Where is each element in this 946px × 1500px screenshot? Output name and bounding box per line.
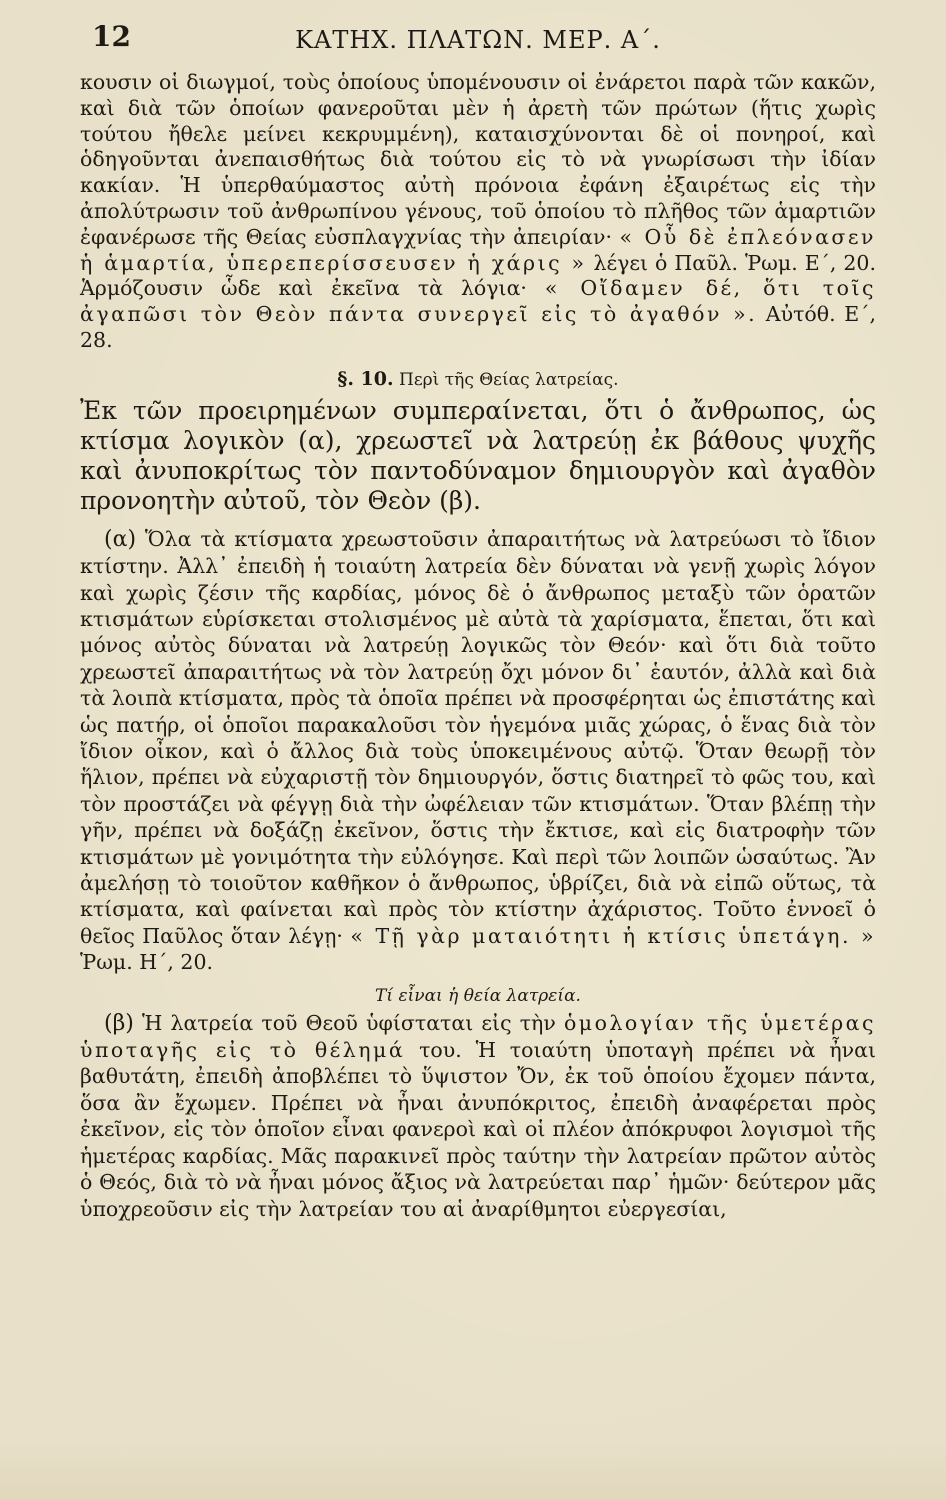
running-head — [80, 14, 876, 62]
footnote-b-text-rest: του. Ἡ τοιαύτη ὑποταγὴ πρέπει νὰ ἦναι βαθυτάτη, ἐπειδὴ ἀποβλέπει τὸ ὕψιστον Ὄν, ἐκ τοῦ ὁποίου ἔχομεν πάντα, ὅσα ἂν ἔχωμεν. Πρέπει νὰ ἦναι ἀνυπόκριτος, ἐπειδὴ ἀναφέρεται πρὸς ἐκεῖνον, εἰς τὸν ὁποῖον εἶναι φανεροὶ καὶ οἱ πλέον ἀπόκρυφοι λογισμοὶ τῆς ἡμετέρας καρδίας. Μᾶς παρακινεῖ πρὸς ταύτην τὴν λατρείαν πρῶτον αὐτὸς ὁ Θεός, διὰ τὸ νὰ ἦναι μόνος ἄξιος νὰ λατρεύεται παρ᾽ ἡμῶν· δεύτερον μᾶς ὑποχρεοῦσιν εἰς τὴν λατρείαν του αἱ ἀναρίθμητοι εὐεργεσίαι, — [80, 1038, 876, 1221]
page-edge-shade — [0, 1440, 946, 1500]
footnote-a — [80, 526, 876, 976]
continuation-citation-2: Αὐτόθ. Ε΄, 28. — [80, 302, 876, 352]
section-number: §. 10. — [337, 367, 394, 390]
page-number: 12 — [92, 20, 131, 53]
footnote-a-text: Ὅλα τὰ κτίσματα χρεωστοῦσιν ἀπαραιτήτως νὰ λατρεύωσι τὸ ἴδιον κτίστην. Ἀλλ᾽ ἐπειδὴ ἡ τοιαύτη λατρεία δὲν δύναται νὰ γενῇ χωρὶς λόγον καὶ χωρὶς ζέσιν τῆς καρδίας, μόνος δὲ ὁ ἄνθρωπος μεταξὺ τῶν ὁρατῶν κτισμάτων εὑρίσκεται στολισμένος μὲ αὐτὰ τὰ χαρίσματα, ἕπεται, ὅτι καὶ μόνος αὐτὸς δύναται νὰ λατρεύῃ λογικῶς τὸν Θεόν· καὶ ὅτι διὰ τοῦτο χρεωστεῖ ἀπαραιτήτως νὰ τὸν λατρεύῃ ὄχι μόνον δι᾽ ἑαυτόν, ἀλλὰ καὶ διὰ τὰ λοιπὰ κτίσματα, πρὸς τὰ ὁποῖα πρέπει νὰ προσφέρηται ὡς ἐπιστάτης καὶ ὡς πατήρ, οἱ ὁποῖοι παρακαλοῦσι τὸν ἡγεμόνα μιᾶς χώρας, ὁ ἕνας διὰ τὸν ἴδιον οἶκον, καὶ ὁ ἄλλος διὰ τοὺς ὑποκειμένους αὐτῷ. Ὅταν θεωρῇ τὸν ἥλιον, πρέπει νὰ εὐχαριστῇ τὸν δημιουργόν, ὅστις διατηρεῖ τὸ φῶς του, καὶ τὸν προστάζει νὰ φέγγῃ διὰ τὴν ὠφέλειαν τῶν κτισμάτων. Ὅταν βλέπῃ τὴν γῆν, πρέπει νὰ δοξάζῃ ἐκεῖνον, ὅστις τὴν ἔκτισε, καὶ εἰς διατροφὴν τῶν κτισμάτων μὲ γονιμότητα τὴν εὐλόγησε. Καὶ περὶ τῶν λοιπῶν ὡσαύτως. Ἂν ἀμελήσῃ τὸ τοιοῦτον καθῆκον ὁ ἄνθρωπος, ὑβρίζει, διὰ νὰ εἰπῶ οὕτως, τὰ κτίσματα, καὶ φαίνεται καὶ πρὸς τὸν κτίστην ἀχάριστος. Τοῦτο ἐννοεῖ ὁ θεῖος Παῦλος ὅταν λέγῃ· — [80, 526, 876, 948]
continuation-paragraph — [80, 70, 876, 354]
running-title: ΚΑΤΗΧ. ΠΛΑΤΩΝ. ΜΕΡ. Α΄. — [295, 26, 661, 54]
sub-heading: Τί εἶναι ἡ θεία λατρεία. — [375, 985, 581, 1006]
footnote-a-mark: (α) — [104, 526, 137, 552]
footnote-a-citation: Ῥωμ. Η΄, 20. — [80, 950, 214, 975]
continuation-citation-1: λέγει ὁ Παῦλ. Ῥωμ. Ε΄, 20. Ἁρμόζουσιν ὧδε καὶ ἐκεῖνα τὰ λόγια· — [80, 250, 876, 301]
section-main-text: Ἐκ τῶν προειρημένων συμπεραίνεται, ὅτι ὁ ἄνθρωπος, ὡς κτίσμα λογικὸν (α), χρεωστεῖ νὰ λατρεύῃ ἐκ βάθους ψυχῆς καὶ ἀνυποκρίτως τὸν παντοδύναμον δημιουργὸν καὶ ἀγαθὸν προνοητὴν αὐτοῦ, τὸν Θεὸν (β). — [80, 395, 876, 515]
footnote-b-mark: (β) — [104, 1010, 134, 1036]
section-title: Περὶ τῆς Θείας λατρείας. — [399, 369, 619, 390]
quote-romans-5-20: « Οὗ δὲ ἐπλεόνασεν ἡ ἁμαρτία, ὑπερεπερίσσευσεν ἡ χάρις » — [80, 224, 876, 275]
footnote-b-emphasis: ὁμολογίαν τῆς ὑμετέρας ὑποταγῆς εἰς τὸ θέλημά — [80, 1010, 876, 1063]
section-heading — [80, 368, 876, 390]
continuation-text: κουσιν οἱ διωγμοί, τοὺς ὁποίους ὑπομένουσιν οἱ ἐνάρετοι παρὰ τῶν κακῶν, καὶ διὰ τῶν ὁποίων φανεροῦται μὲν ἡ ἀρετὴ τῶν πρώτων (ἥτις χωρὶς τούτου ἤθελε μείνει κεκρυμμένη), καταισχύνονται δὲ οἱ πονηροί, καὶ ὁδηγοῦνται ἀνεπαισθήτως διὰ τούτου εἰς τὸ νὰ γνωρίσωσι τὴν ἰδίαν κακίαν. Ἡ ὑπερθαύμαστος αὐτὴ πρόνοια ἐφάνη ἐξαιρέτως εἰς τὴν ἀπολύτρωσιν τοῦ ἀνθρωπίνου γένους, τοῦ ὁποίου τὸ πλῆθος τῶν ἁμαρτιῶν ἐφανέρωσε τῆς Θείας εὐσπλαγχνίας τὴν ἀπειρίαν· — [80, 70, 876, 249]
footnote-b — [80, 1010, 876, 1222]
footnote-b-text-start: Ἡ λατρεία τοῦ Θεοῦ ὑφίσταται εἰς τὴν — [133, 1010, 564, 1035]
footnote-a-quote: « Τῇ γὰρ ματαιότητι ἡ κτίσις ὑπετάγη. » — [350, 923, 877, 948]
quote-romans-8-28: « Οἴδαμεν δέ, ὅτι τοῖς ἀγαπῶσι τὸν Θεὸν πάντα συνεργεῖ εἰς τὸ ἀγαθόν ». — [80, 276, 876, 327]
